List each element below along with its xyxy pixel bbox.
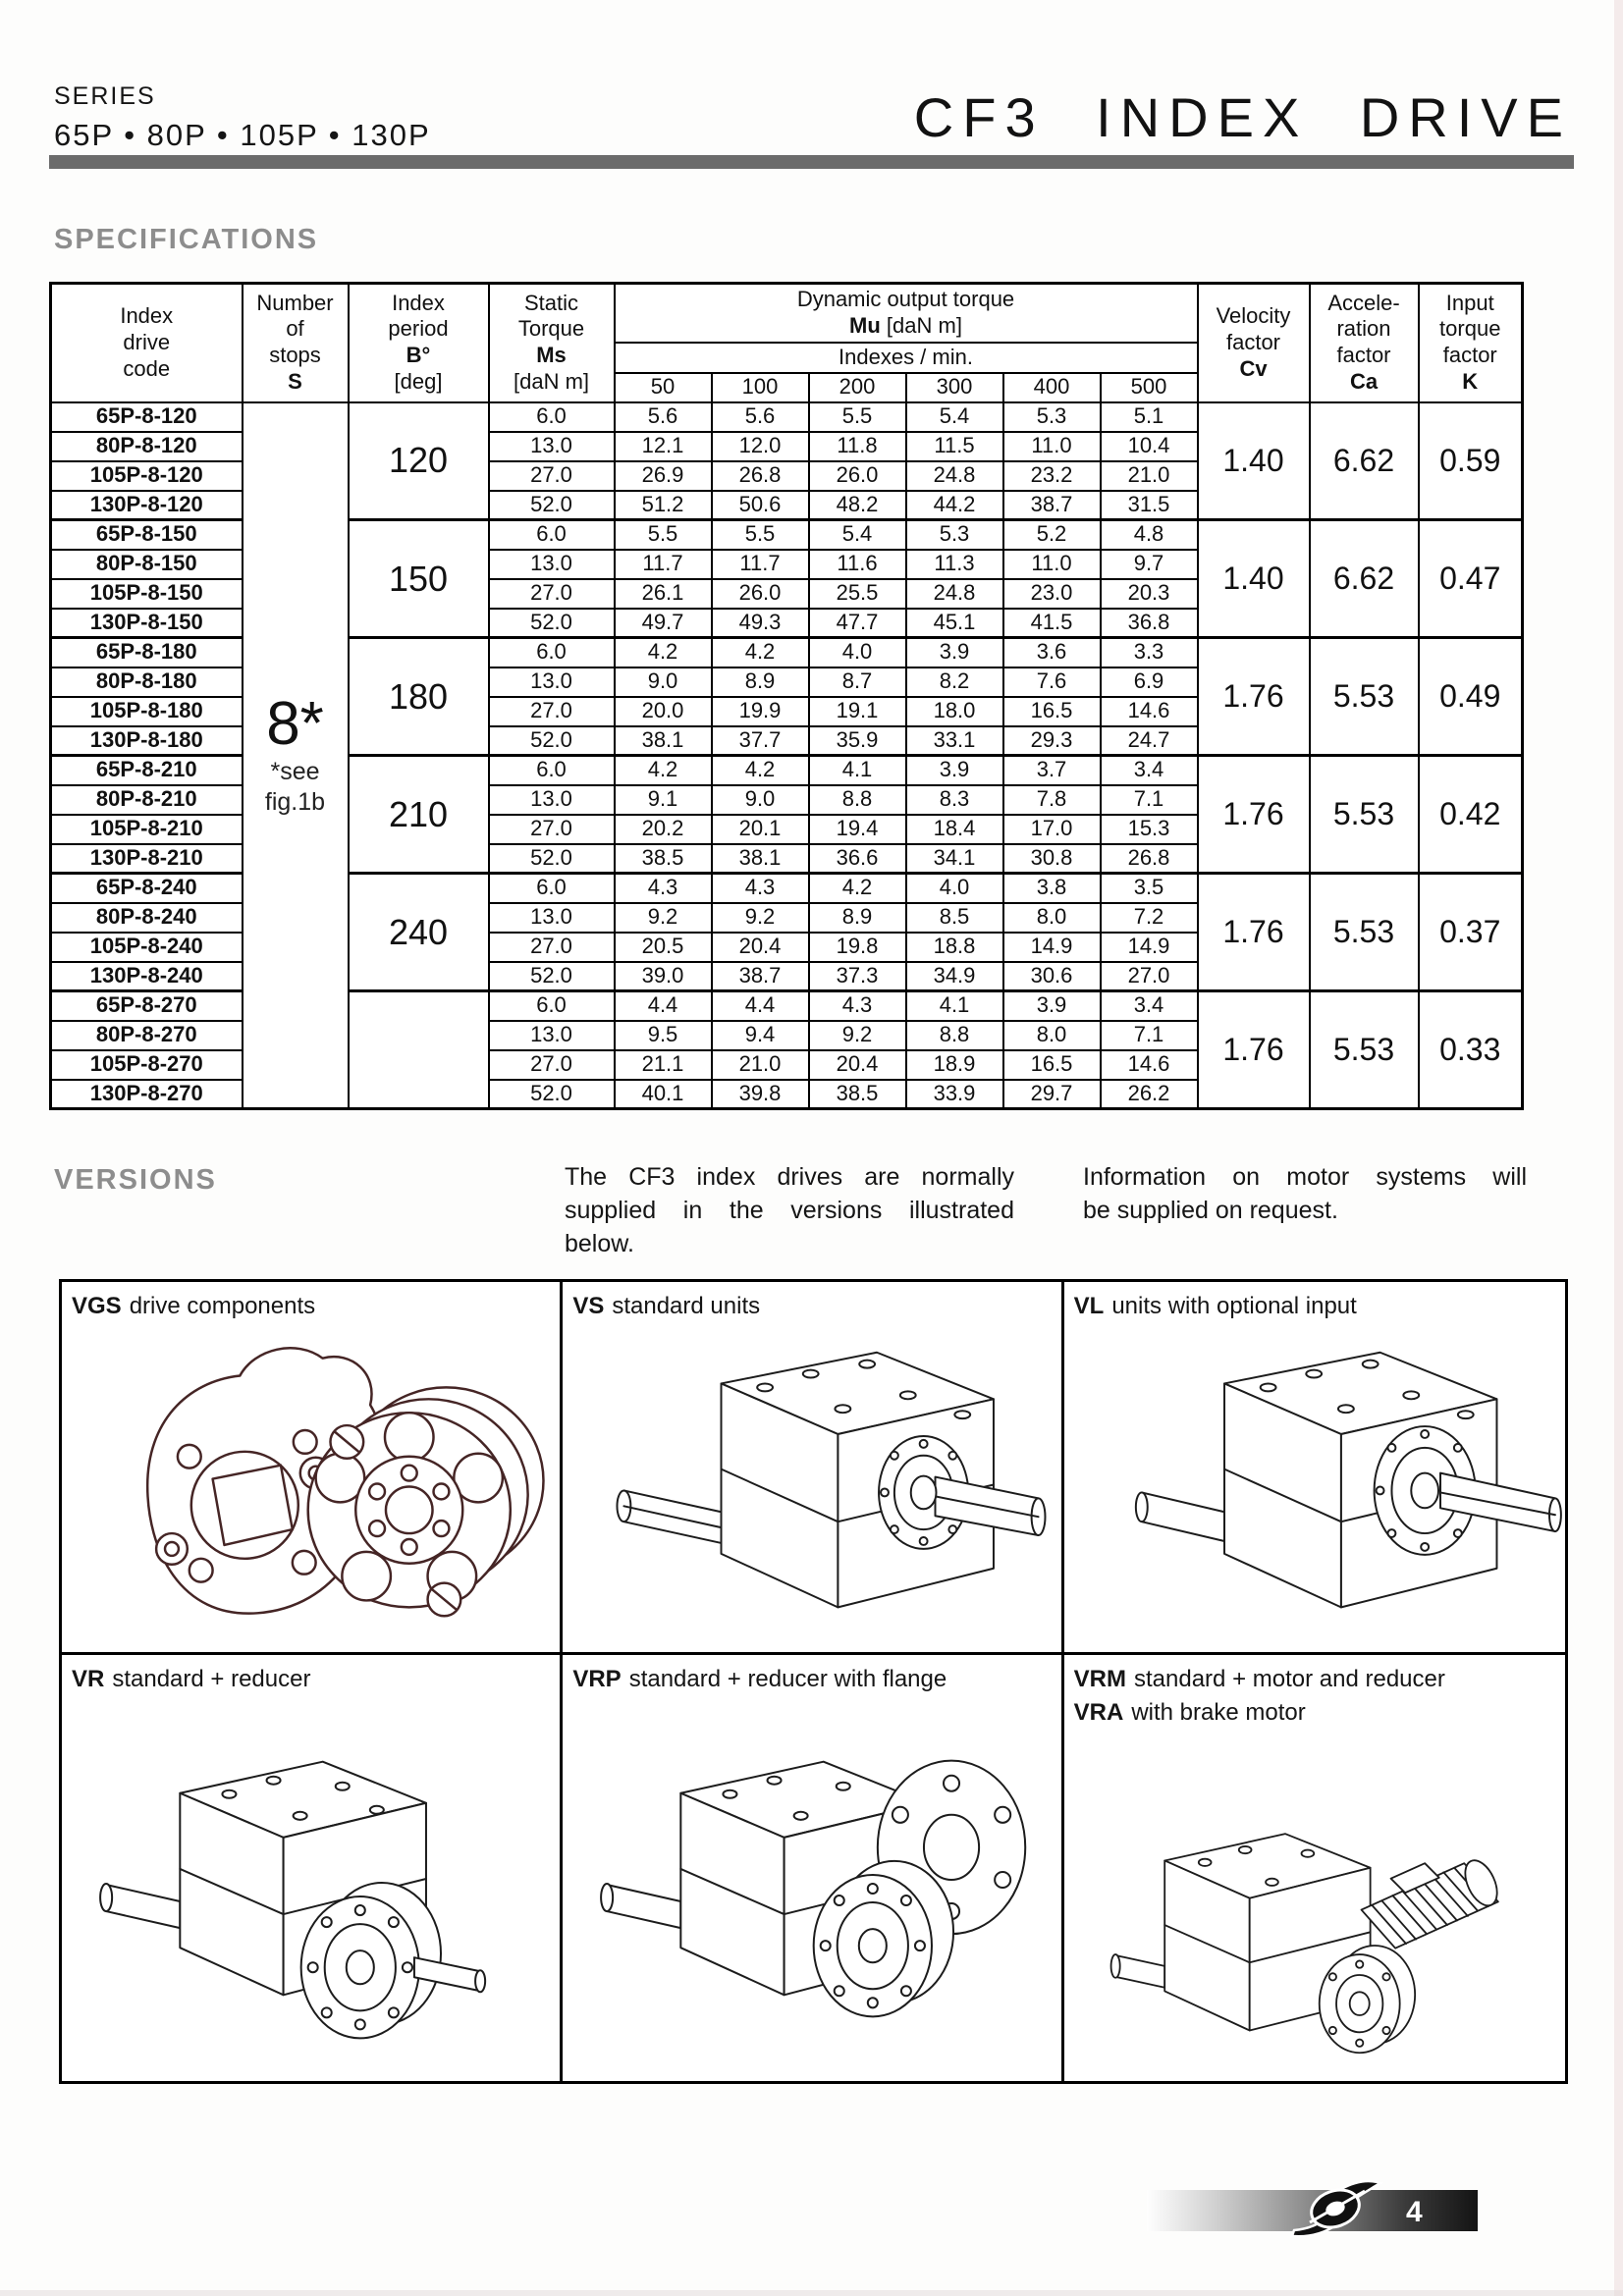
dyn-cell: 37.7 [712,726,809,756]
k-cell: 0.37 [1419,874,1523,991]
scan-edge [1614,0,1623,2296]
dyn-cell: 3.6 [1003,638,1101,667]
version-cell-vr [62,1655,563,2081]
dyn-cell: 10.4 [1101,432,1198,461]
k-cell: 0.33 [1419,991,1523,1109]
code-cell: 105P-8-120 [51,461,243,491]
brand-logo-icon [1284,2175,1386,2246]
dyn-cell: 4.0 [906,874,1003,903]
ms-cell: 13.0 [489,667,615,697]
dyn-cell: 4.1 [809,756,906,785]
index-col-500: 500 [1101,373,1198,402]
dyn-cell: 8.9 [712,667,809,697]
versions-note-text: Information on motor systems will be supplied on request. [1083,1163,1527,1224]
dyn-cell: 14.9 [1101,933,1198,962]
dyn-cell: 4.0 [809,638,906,667]
dyn-cell: 8.5 [906,903,1003,933]
dyn-cell: 20.2 [615,815,712,844]
versions-intro-text: The CF3 index drives are normally supplied in the versions illustrated below. [565,1163,1014,1257]
code-cell: 80P-8-270 [51,1021,243,1050]
dyn-cell: 5.2 [1003,520,1101,550]
code-cell: 65P-8-120 [51,402,243,432]
ms-cell: 52.0 [489,1080,615,1109]
dyn-cell: 49.7 [615,609,712,638]
stops-value: 8* [266,690,324,759]
dyn-cell: 5.6 [615,402,712,432]
version-cell-vs [563,1282,1063,1655]
dyn-cell: 8.9 [809,903,906,933]
dyn-cell: 20.4 [712,933,809,962]
index-col-200: 200 [809,373,906,402]
dyn-cell: 26.8 [1101,844,1198,874]
dyn-cell: 23.2 [1003,461,1101,491]
col-header-acceleration-factor: Accele- ration factor Ca [1310,284,1419,402]
dyn-cell: 3.8 [1003,874,1101,903]
code-cell: 130P-8-120 [51,491,243,520]
col-header-dynamic-torque: Dynamic output torque Mu [daN m] [615,284,1198,343]
stops-note: *see [270,757,320,785]
page-number: 4 [1406,2196,1423,2228]
code-cell: 105P-8-150 [51,579,243,609]
dyn-cell: 44.2 [906,491,1003,520]
k-cell: 0.47 [1419,520,1523,638]
table-header-row [51,284,1523,343]
dyn-cell: 8.2 [906,667,1003,697]
col-header-input-torque-factor: Input torque factor K [1419,284,1523,402]
dyn-cell: 41.5 [1003,609,1101,638]
ms-cell: 6.0 [489,638,615,667]
dyn-cell: 11.3 [906,550,1003,579]
dyn-cell: 24.8 [906,579,1003,609]
vgs-drawing [62,1325,560,1646]
dyn-cell: 7.8 [1003,785,1101,815]
dyn-cell: 4.4 [712,991,809,1021]
dyn-cell: 9.1 [615,785,712,815]
dyn-cell: 20.5 [615,933,712,962]
dyn-cell: 25.5 [809,579,906,609]
ca-cell: 6.62 [1310,402,1419,520]
ms-cell: 6.0 [489,520,615,550]
series-label: SERIES [54,82,156,110]
ms-cell: 27.0 [489,815,615,844]
ms-cell: 27.0 [489,1050,615,1080]
dyn-cell: 4.2 [712,756,809,785]
vrp-drawing [563,1698,1060,2075]
code-cell: 80P-8-120 [51,432,243,461]
dyn-cell: 19.8 [809,933,906,962]
code-cell: 105P-8-270 [51,1050,243,1080]
dyn-cell: 20.0 [615,697,712,726]
dyn-cell: 9.2 [809,1021,906,1050]
dyn-cell: 12.0 [712,432,809,461]
dyn-cell: 26.1 [615,579,712,609]
dyn-cell: 15.3 [1101,815,1198,844]
dyn-cell: 5.5 [809,402,906,432]
dyn-cell: 34.9 [906,962,1003,991]
stops-note: fig.1b [264,787,326,816]
col-header-velocity-factor: Velocity factor Cv [1198,284,1310,402]
index-col-300: 300 [906,373,1003,402]
series-models: 65P • 80P • 105P • 130P [54,118,431,152]
dyn-cell: 23.0 [1003,579,1101,609]
version-label: VGS drive components [72,1293,316,1319]
version-cell-vrp [563,1655,1063,2081]
ms-cell: 27.0 [489,579,615,609]
dyn-cell: 24.8 [906,461,1003,491]
dyn-cell: 18.9 [906,1050,1003,1080]
dyn-cell: 20.3 [1101,579,1198,609]
dyn-cell: 9.0 [712,785,809,815]
dyn-cell: 9.0 [615,667,712,697]
code-cell: 130P-8-240 [51,962,243,991]
dyn-cell: 4.3 [809,991,906,1021]
cv-cell: 1.76 [1198,874,1310,991]
code-cell: 130P-8-270 [51,1080,243,1109]
version-cell-vl [1064,1282,1565,1655]
col-header-code: Index drive code [51,284,243,402]
dyn-cell: 12.1 [615,432,712,461]
dyn-cell: 29.3 [1003,726,1101,756]
table-row [51,402,1523,432]
code-cell: 65P-8-270 [51,991,243,1021]
dyn-cell: 34.1 [906,844,1003,874]
code-cell: 80P-8-240 [51,903,243,933]
ms-cell: 6.0 [489,756,615,785]
dyn-cell: 47.7 [809,609,906,638]
dyn-cell: 7.6 [1003,667,1101,697]
vs-drawing [563,1325,1060,1646]
code-cell: 130P-8-210 [51,844,243,874]
scan-edge [0,2290,1623,2296]
dyn-cell: 11.7 [615,550,712,579]
code-cell: 65P-8-210 [51,756,243,785]
dyn-cell: 26.0 [712,579,809,609]
dyn-cell: 37.3 [809,962,906,991]
dyn-cell: 16.5 [1003,1050,1101,1080]
ms-cell: 52.0 [489,962,615,991]
ms-cell: 27.0 [489,933,615,962]
dyn-cell: 38.1 [712,844,809,874]
ca-cell: 5.53 [1310,874,1419,991]
dyn-cell: 11.7 [712,550,809,579]
version-label: VR standard + reducer [72,1666,311,1692]
dyn-cell: 36.6 [809,844,906,874]
dyn-cell: 4.8 [1101,520,1198,550]
dyn-cell: 29.7 [1003,1080,1101,1109]
dyn-cell: 21.0 [1101,461,1198,491]
index-col-100: 100 [712,373,809,402]
dyn-cell: 45.1 [906,609,1003,638]
col-header-static-torque: Static Torque Ms [daN m] [489,284,615,402]
cv-cell: 1.76 [1198,638,1310,756]
dyn-cell: 14.6 [1101,697,1198,726]
dyn-cell: 21.0 [712,1050,809,1080]
dyn-cell: 26.8 [712,461,809,491]
dyn-cell: 9.5 [615,1021,712,1050]
dyn-cell: 48.2 [809,491,906,520]
versions-heading: VERSIONS [54,1164,217,1196]
dyn-cell: 8.0 [1003,1021,1101,1050]
dyn-cell: 11.8 [809,432,906,461]
dyn-cell: 26.9 [615,461,712,491]
dyn-cell: 4.4 [615,991,712,1021]
dyn-cell: 5.5 [615,520,712,550]
dyn-cell: 38.5 [615,844,712,874]
version-label: VRP standard + reducer with flange [572,1666,947,1692]
index-col-400: 400 [1003,373,1101,402]
period-cell: 210 [349,756,489,874]
ms-cell: 13.0 [489,1021,615,1050]
dyn-cell: 5.4 [906,402,1003,432]
dyn-cell: 11.6 [809,550,906,579]
ms-cell: 27.0 [489,697,615,726]
code-cell: 65P-8-180 [51,638,243,667]
dyn-cell: 3.9 [906,638,1003,667]
dyn-cell: 7.1 [1101,785,1198,815]
dyn-cell: 19.4 [809,815,906,844]
ms-cell: 13.0 [489,785,615,815]
ms-cell: 27.0 [489,461,615,491]
dyn-cell: 4.2 [809,874,906,903]
dyn-cell: 30.6 [1003,962,1101,991]
k-cell: 0.42 [1419,756,1523,874]
specifications-table [49,282,1524,1110]
period-cell: 240 [349,874,489,991]
dyn-cell: 51.2 [615,491,712,520]
ca-cell: 6.62 [1310,520,1419,638]
dyn-cell: 27.0 [1101,962,1198,991]
dyn-cell: 4.2 [615,756,712,785]
dyn-cell: 3.4 [1101,991,1198,1021]
cv-cell: 1.40 [1198,402,1310,520]
code-cell: 65P-8-240 [51,874,243,903]
dyn-cell: 3.9 [1003,991,1101,1021]
dyn-cell: 5.4 [809,520,906,550]
ms-cell: 6.0 [489,874,615,903]
ms-cell: 13.0 [489,903,615,933]
dyn-cell: 4.1 [906,991,1003,1021]
code-cell: 80P-8-210 [51,785,243,815]
cv-cell: 1.40 [1198,520,1310,638]
code-cell: 80P-8-150 [51,550,243,579]
dyn-cell: 9.2 [712,903,809,933]
period-cell: 120 [349,402,489,520]
dyn-cell: 39.8 [712,1080,809,1109]
vl-drawing [1064,1325,1565,1646]
code-cell: 80P-8-180 [51,667,243,697]
dyn-cell: 38.7 [712,962,809,991]
vr-drawing [62,1698,560,2075]
dyn-cell: 3.4 [1101,756,1198,785]
dyn-cell: 18.4 [906,815,1003,844]
page-title: CF3 INDEX DRIVE [913,86,1572,148]
dyn-cell: 4.2 [615,638,712,667]
dyn-cell: 8.3 [906,785,1003,815]
k-cell: 0.49 [1419,638,1523,756]
dyn-cell: 19.9 [712,697,809,726]
ms-cell: 52.0 [489,491,615,520]
code-cell: 130P-8-150 [51,609,243,638]
dyn-cell: 35.9 [809,726,906,756]
indexes-per-min-header: Indexes / min. [615,343,1198,373]
ca-cell: 5.53 [1310,756,1419,874]
dyn-cell: 38.7 [1003,491,1101,520]
dyn-cell: 20.1 [712,815,809,844]
ms-cell: 52.0 [489,844,615,874]
header-rule-bar [49,155,1574,169]
dyn-cell: 4.3 [712,874,809,903]
dyn-cell: 11.5 [906,432,1003,461]
code-cell: 65P-8-150 [51,520,243,550]
dyn-cell: 50.6 [712,491,809,520]
version-label: VL units with optional input [1073,1293,1357,1319]
dyn-cell: 40.1 [615,1080,712,1109]
ms-cell: 6.0 [489,991,615,1021]
dyn-cell: 38.5 [809,1080,906,1109]
period-cell: 150 [349,520,489,638]
ms-cell: 13.0 [489,432,615,461]
k-cell: 0.59 [1419,402,1523,520]
dyn-cell: 18.8 [906,933,1003,962]
dyn-cell: 17.0 [1003,815,1101,844]
code-cell: 105P-8-180 [51,697,243,726]
dyn-cell: 5.3 [906,520,1003,550]
dyn-cell: 33.9 [906,1080,1003,1109]
cv-cell: 1.76 [1198,756,1310,874]
versions-grid [59,1279,1568,2084]
dyn-cell: 8.8 [809,785,906,815]
stops-cell [243,402,349,1109]
dyn-cell: 3.5 [1101,874,1198,903]
version-label: VRM standard + motor and reducer VRA with brake motor [1073,1666,1445,1726]
col-header-stops: Number of stops S [243,284,349,402]
dyn-cell: 9.2 [615,903,712,933]
dyn-cell: 16.5 [1003,697,1101,726]
ms-cell: 52.0 [489,609,615,638]
vrm-drawing [1064,1735,1565,2075]
period-cell: 180 [349,638,489,756]
dyn-cell: 9.7 [1101,550,1198,579]
dyn-cell: 31.5 [1101,491,1198,520]
index-col-50: 50 [615,373,712,402]
cv-cell: 1.76 [1198,991,1310,1109]
dyn-cell: 11.0 [1003,550,1101,579]
dyn-cell: 5.6 [712,402,809,432]
dyn-cell: 5.3 [1003,402,1101,432]
dyn-cell: 4.2 [712,638,809,667]
code-cell: 105P-8-210 [51,815,243,844]
dyn-cell: 49.3 [712,609,809,638]
version-cell-vgs [62,1282,563,1655]
ms-cell: 52.0 [489,726,615,756]
dyn-cell: 3.3 [1101,638,1198,667]
dyn-cell: 7.2 [1101,903,1198,933]
dyn-cell: 36.8 [1101,609,1198,638]
dyn-cell: 8.8 [906,1021,1003,1050]
code-cell: 105P-8-240 [51,933,243,962]
dyn-cell: 21.1 [615,1050,712,1080]
dyn-cell: 3.7 [1003,756,1101,785]
dyn-cell: 14.9 [1003,933,1101,962]
dyn-cell: 4.3 [615,874,712,903]
dyn-cell: 33.1 [906,726,1003,756]
dyn-cell: 5.5 [712,520,809,550]
version-cell-vrm-vra [1064,1655,1565,2081]
dyn-cell: 30.8 [1003,844,1101,874]
ca-cell: 5.53 [1310,991,1419,1109]
col-header-period: Index period B° [deg] [349,284,489,402]
dyn-cell: 38.1 [615,726,712,756]
dyn-cell: 9.4 [712,1021,809,1050]
dyn-cell: 11.0 [1003,432,1101,461]
specifications-heading: SPECIFICATIONS [54,224,319,255]
dyn-cell: 6.9 [1101,667,1198,697]
dyn-cell: 39.0 [615,962,712,991]
ms-cell: 13.0 [489,550,615,579]
version-label: VS standard units [572,1293,761,1319]
dyn-cell: 24.7 [1101,726,1198,756]
ca-cell: 5.53 [1310,638,1419,756]
dyn-cell: 26.2 [1101,1080,1198,1109]
dyn-cell: 26.0 [809,461,906,491]
dyn-cell: 14.6 [1101,1050,1198,1080]
ms-cell: 6.0 [489,402,615,432]
dyn-cell: 19.1 [809,697,906,726]
dyn-cell: 3.9 [906,756,1003,785]
dyn-cell: 8.0 [1003,903,1101,933]
period-cell [349,991,489,1109]
dyn-cell: 18.0 [906,697,1003,726]
dyn-cell: 8.7 [809,667,906,697]
dyn-cell: 7.1 [1101,1021,1198,1050]
dyn-cell: 20.4 [809,1050,906,1080]
code-cell: 130P-8-180 [51,726,243,756]
dyn-cell: 5.1 [1101,402,1198,432]
